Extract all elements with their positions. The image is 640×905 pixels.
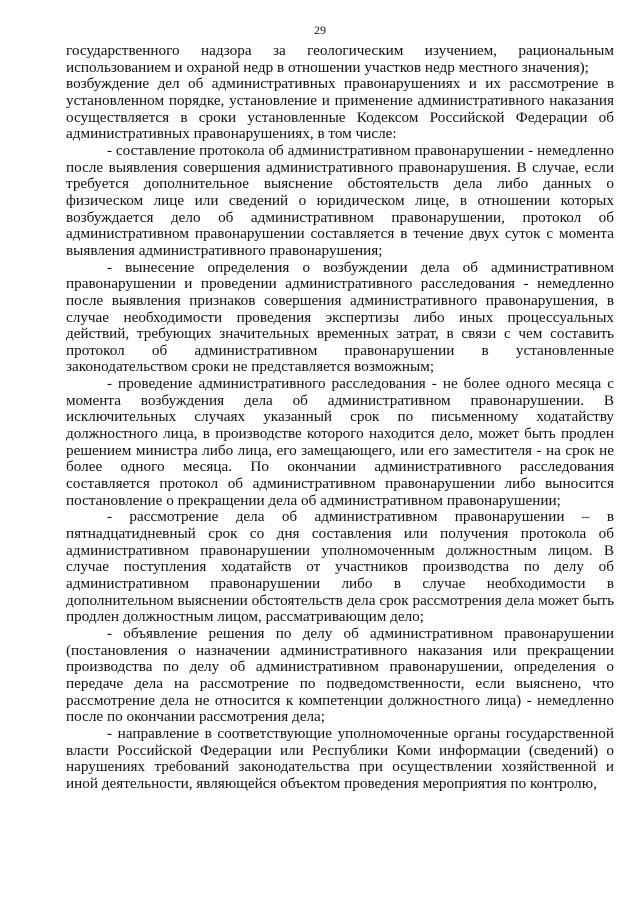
paragraph-determination: - вынесение определения о возбуждении дела об административном правонарушении и проведении административного расследования - немедленно после выявления признаков совершения административного правонарушения, в случае необходимости проведения экспертизы либо иных процессуальных действий, требующих значительных временных затрат, в связи с чем составить протокол об административном правонарушении в установленные законодательством сроки не представляется возможным;	[66, 258, 614, 376]
document-body	[66, 43, 614, 793]
paragraph-decision: - объявление решения по делу об административном правонарушении (постановления о назначении административного наказания или прекращении производства по делу об административном правонарушении, определения о передаче дела на рассмотрение по подведомственности, если выяснено, что рассмотрение дела не относится к компетенции должностного лица) - немедленно после по окончании рассмотрения дела;	[66, 624, 614, 726]
page-number: 29	[314, 23, 326, 37]
paragraph-investigation: - проведение административного расследования - не более одного месяца с момента возбуждения дела об административном правонарушении. В исключительных случаях указанный срок по письменному ходатайству должностного лица, в производстве которого находится дело, может быть продлен решением министра либо лица, его замещающего, или его заместителя - на срок не более одного месяца. По окончании административного расследования составляется протокол об административном правонарушении либо выносится постановление о прекращении дела об административном правонарушении;	[66, 375, 614, 509]
paragraph-proceedings-intro: возбуждение дел об административных правонарушениях и их рассмотрение в установленном порядке, установление и применение административного наказания осуществляется в сроки установленные Кодексом Российской Федерации об административных правонарушениях, в том числе:	[66, 75, 614, 143]
paragraph-continuation: государственного надзора за геологическим изучением, рациональным использованием и охраной недр в отношении участков недр местного значения);	[66, 42, 614, 76]
paragraph-consideration: - рассмотрение дела об административном правонарушении – в пятнадцатидневный срок со дня составления или получения протокола об административном правонарушении уполномоченным должностным лицом. В случае поступления ходатайств от участников производства по делу об административном правонарушении либо в случае необходимости в дополнительном выяснении обстоятельств дела срок рассмотрения дела может быть продлен должностным лицом, рассматривающим дело;	[66, 508, 614, 626]
paragraph-protocol: - составление протокола об административном правонарушении - немедленно после выявления совершения административного правонарушения. В случае, если требуется дополнительное выяснение обстоятельств дела либо данных о физическом лице или сведений о юридическом лице, в отношении которых возбуждается дело об административном правонарушении, протокол об административном правонарушении составляется в течение двух суток с момента выявления административного правонарушения;	[66, 141, 614, 259]
paragraph-notification: - направление в соответствующие уполномоченные органы государственной власти Российской Федерации или Республики Коми информации (сведений) о нарушениях требований законодательства при осуществлении хозяйственной и иной деятельности, являющейся объектом проведения мероприятия по контролю,	[66, 724, 614, 792]
